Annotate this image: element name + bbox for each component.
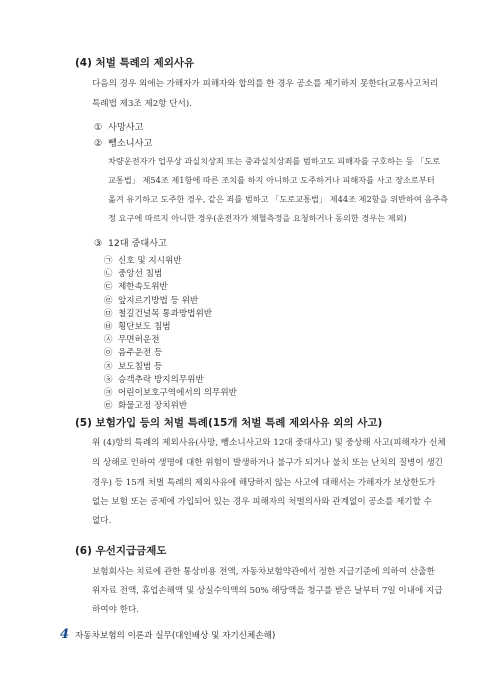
- sub-marker: ㉠: [104, 255, 113, 265]
- section-heading-4: (4) 처벌 특례의 제외사유: [75, 57, 195, 69]
- section4-intro-line: 다음의 경우 외에는 가해자가 피해자와 합의를 한 경우 공소를 제기하지 못한다(교통사고처리: [92, 79, 439, 89]
- major-accident-item: [104, 346, 162, 358]
- major-accident-item: [104, 307, 212, 319]
- major-accident-item: [104, 360, 162, 372]
- item-label: 12대 중대사고: [108, 238, 167, 249]
- sub-label: 승객추락 방지의무위반: [118, 374, 204, 385]
- major-accident-item: [104, 280, 168, 292]
- section5-body-line: 경우) 등 15개 처벌 특례의 제외사유에 해당하지 않는 사고에 대해서는 가해자가 보상한도가: [92, 478, 436, 488]
- item-marker: ③: [94, 238, 103, 249]
- item-death-accident: [94, 119, 144, 133]
- hitrun-detail-line: 차량운전자가 업무상 과실치상죄 또는 중과실치상죄를 범하고도 피해자를 구호하는 등 「도로: [108, 156, 441, 166]
- page-number: 4: [60, 627, 70, 642]
- section5-body-line: 위 (4)항의 특례의 제외사유(사망, 뺑소니사고와 12대 중대사고) 및 중상해 사고(피해자가 신체: [92, 438, 446, 448]
- section-heading-5: (5) 보험가입 등의 처벌 특례(15개 처벌 특례 제외사유 외의 사고): [75, 417, 383, 429]
- sub-marker: ㉪: [104, 387, 113, 397]
- section5-body-line: 없다.: [92, 516, 112, 526]
- section6-body-line: 위자료 전액, 휴업손해액 및 상실수익액의 50% 해당액을 청구를 받은 날부터 7일 이내에 지급: [92, 586, 443, 596]
- sub-label: 제한속도위반: [118, 282, 168, 293]
- section6-body-line: 보험회사는 치료에 관한 통상비용 전액, 자동차보험약관에서 정한 지급기준에 의하여 산출한: [92, 567, 435, 577]
- section6-body-line: 하여야 한다.: [92, 605, 139, 615]
- sub-marker: ㉨: [104, 360, 113, 371]
- sub-marker: ㉢: [104, 281, 113, 292]
- section5-body-line: 의 상해로 인하여 생명에 대한 위험이 발생하거나 불구가 되거나 불치 또는 난치의 질병이 생긴: [92, 458, 443, 468]
- item-marker: ①: [94, 122, 103, 133]
- hitrun-detail-line: 교통법」 제54조 제1항에 따른 조치를 하지 아니하고 도주하거나 피해자를 사고 장소로부터: [108, 175, 435, 185]
- item-label: 뺑소니사고: [108, 138, 153, 149]
- page-footer: [60, 627, 275, 642]
- major-accident-item: [104, 399, 187, 411]
- sub-label: 화물고정 장치위반: [118, 401, 188, 412]
- sub-marker: ㉩: [104, 373, 113, 384]
- sub-marker: ㉣: [104, 294, 113, 305]
- major-accident-item: [104, 333, 160, 345]
- major-accident-item: [104, 373, 204, 385]
- section-heading-6: (6) 우선지급금제도: [75, 545, 167, 557]
- item-marker: ②: [94, 138, 103, 149]
- sub-marker: ㉫: [104, 400, 113, 411]
- sub-label: 무면허운전: [118, 335, 160, 346]
- hitrun-detail-line: 정 요구에 따르지 아니한 경우(운전자가 채혈측정을 요청하거나 동의한 경우는 제외): [108, 213, 407, 223]
- sub-label: 중앙선 침범: [118, 269, 163, 280]
- sub-label: 신호 및 지시위반: [118, 256, 182, 266]
- item-label: 사망사고: [108, 122, 144, 133]
- book-title: 자동차보험의 이론과 실무(대인배상 및 자기신체손해): [75, 631, 276, 641]
- sub-label: 횡단보도 침범: [118, 322, 171, 332]
- sub-label: 음주운전 등: [118, 348, 163, 359]
- major-accident-item: [104, 254, 182, 266]
- section5-body-line: 없는 보험 또는 공제에 가입되어 있는 경우 피해자의 처벌의사와 관계없이 공소를 제기할 수: [92, 497, 432, 507]
- item-major-accidents: [94, 235, 167, 249]
- sub-label: 앞지르기방법 등 위반: [118, 295, 199, 306]
- sub-marker: ㉧: [104, 347, 113, 358]
- sub-label: 어린이보호구역에서의 의무위반: [118, 388, 237, 398]
- hitrun-detail-line: 옮겨 유기하고 도주한 경우, 같은 죄를 범하고 「도로교통법」 제44조 제2항을 위반하여 음주측: [108, 194, 449, 204]
- sub-label: 철길건널목 통과방법위반: [118, 308, 213, 319]
- sub-marker: ㉡: [104, 268, 113, 279]
- sub-label: 보도침범 등: [118, 361, 163, 372]
- section4-intro-line: 특례법 제3조 제2항 단서).: [92, 99, 192, 109]
- major-accident-item: [104, 267, 162, 279]
- sub-marker: ㉥: [104, 321, 113, 331]
- sub-marker: ㉤: [104, 307, 113, 318]
- item-hit-and-run: [94, 135, 152, 149]
- major-accident-item: [104, 320, 171, 332]
- major-accident-item: [104, 386, 237, 398]
- sub-marker: ㉦: [104, 334, 113, 345]
- major-accident-item: [104, 294, 198, 306]
